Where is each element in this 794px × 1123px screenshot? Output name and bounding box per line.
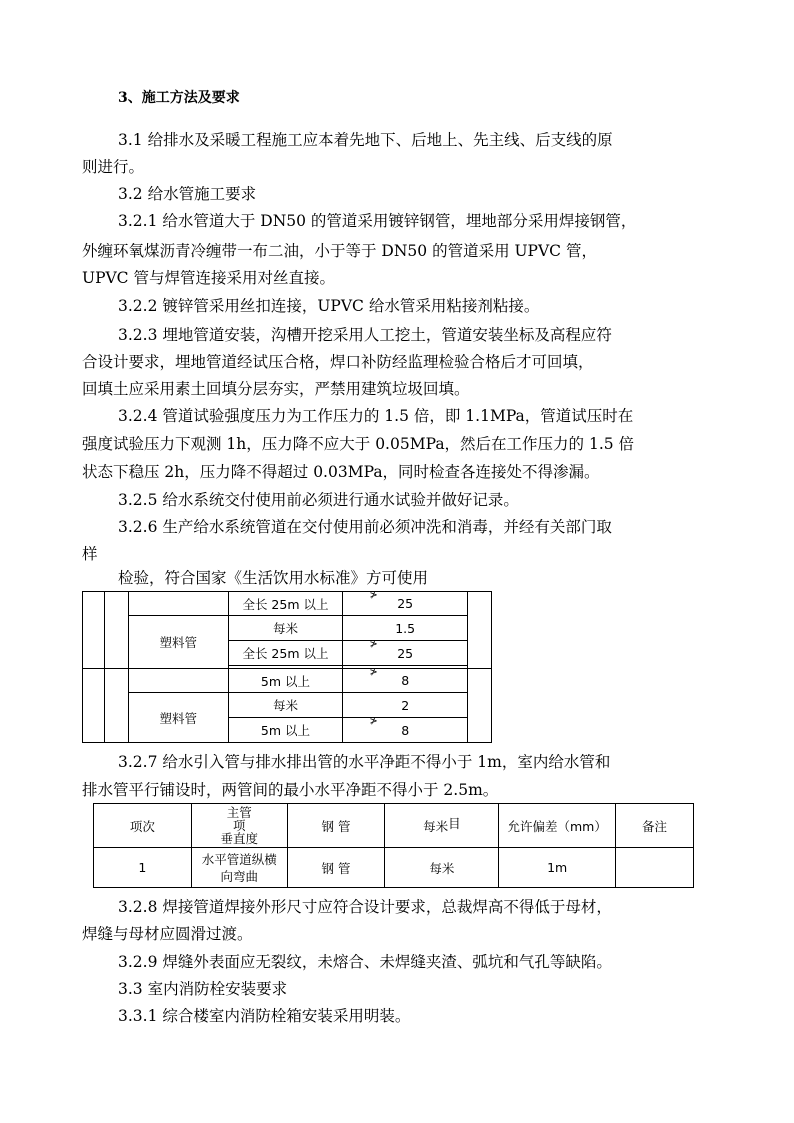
table1-value — [343, 669, 468, 693]
table1-blank-cell — [468, 669, 492, 743]
row-item-number: 1 — [94, 848, 192, 888]
table1-value-text: 8 — [401, 722, 410, 738]
paragraph-3-2-3-line3: 回填土应采用素土回填分层夯实，严禁用建筑垃圾回填。 — [82, 380, 470, 398]
header-per-length-text: 每米 — [423, 818, 449, 834]
paragraph-3-2-1-line2: 外缠环氧煤沥青冷缠带一布二油，小于等于 DN50 的管道采用 UPVC 管， — [82, 242, 597, 260]
table1-blank-cell — [468, 592, 492, 669]
paragraph-3-2-6-line1: 3.2.6 生产给水系统管道在交付使用前必须冲洗和消毒，并经有关部门取 — [118, 518, 612, 536]
paragraph-3-2-6-line3: 检验，符合国家《生活饮用水标准》方可使用 — [118, 569, 429, 587]
not-greater-than-symbol: ≯ — [369, 590, 378, 601]
table1-group-label: 塑料管 — [128, 693, 228, 743]
paragraph-3-2-9: 3.2.9 焊缝外表面应无裂纹，未熔合、未焊缝夹渣、弧坑和气孔等缺陷。 — [118, 953, 612, 971]
paragraph-3-2-7-line1: 3.2.7 给水引入管与排水排出管的水平净距不得小于 1m，室内给水管和 — [118, 753, 611, 771]
header-note: 备注 — [616, 804, 694, 848]
paragraph-3-2-4-line3: 状态下稳压 2h，压力降不得超过 0.03MPa，同时检查各连接处不得渗漏。 — [82, 463, 600, 481]
row-note — [616, 848, 694, 888]
not-greater-than-symbol: ≯ — [369, 716, 378, 727]
paragraph-3-2-7-line2: 排水管平行铺设时，两管间的最小水平净距不得小于 2.5m。 — [82, 781, 499, 799]
paragraph-3-2-3-line2: 合设计要求，埋地管道经试压合格，焊口补防经监理检验合格后才可回填， — [82, 353, 594, 371]
not-greater-than-symbol: ≯ — [369, 667, 378, 678]
row-item-name-line2: 向弯曲 — [220, 868, 258, 884]
paragraph-3-2-3-line1: 3.2.3 埋地管道安装，沟槽开挖采用人工挖土，管道安装坐标及高程应符 — [118, 326, 612, 344]
row-tolerance: 1m — [499, 848, 616, 888]
header-item-number: 项次 — [94, 804, 192, 848]
table1-value — [343, 641, 468, 666]
table1-blank-cell — [83, 592, 105, 669]
table1-value-text: 8 — [401, 673, 410, 688]
table1-value: 2 — [343, 693, 468, 718]
header-item-name-line2: 项 — [232, 818, 246, 833]
table1-group-label: 塑料管 — [128, 616, 228, 669]
paragraph-3-1-line1: 3.1 给排水及采暖工程施工应本着先地下、后地上、先主线、后支线的原 — [118, 131, 613, 149]
table1-blank-cell — [128, 592, 228, 616]
table1-value — [343, 718, 468, 743]
paragraph-3-2-5: 3.2.5 给水系统交付使用前必须进行通水试验并做好记录。 — [118, 491, 519, 509]
table1-desc: 全长 25m 以上 — [228, 592, 343, 616]
paragraph-3-2-4-line2: 强度试验压力下观测 1h，压力降不应大于 0.05MPa，然后在工作压力的 1.5 倍 — [82, 435, 635, 453]
header-material: 钢 管 — [287, 804, 385, 848]
header-per-length-suffix: 目 — [448, 815, 461, 831]
paragraph-3-2-1-line3: UPVC 管与焊管连接采用对丝直接。 — [82, 269, 335, 287]
table1-blank-cell — [104, 669, 128, 743]
table1-value — [343, 592, 468, 616]
row-item-name-line1: 水平管道纵横 — [201, 851, 277, 867]
paragraph-3-2-8-line2: 焊缝与母材应圆滑过渡。 — [82, 925, 253, 943]
header-item-name — [191, 804, 287, 848]
paragraph-3-3: 3.3 室内消防栓安装要求 — [118, 980, 288, 998]
header-item-name-line3: 垂直度 — [220, 831, 258, 846]
not-greater-than-symbol: ≯ — [369, 639, 378, 650]
table1-blank-cell — [83, 669, 105, 743]
paragraph-3-1-line2: 则进行。 — [82, 158, 145, 176]
header-item-name-line1: 主管 — [226, 805, 252, 820]
paragraph-3-3-1: 3.3.1 综合楼室内消防栓箱安装采用明装。 — [118, 1007, 411, 1025]
table1-desc: 全长 25m 以上 — [228, 641, 343, 666]
paragraph-3-2-8-line1: 3.2.8 焊接管道焊接外形尺寸应符合设计要求，总裁焊高不得低于母材， — [118, 898, 612, 916]
paragraph-3-2-6-line2: 样 — [82, 545, 98, 563]
header-tolerance: 允许偏差（mm） — [499, 804, 616, 848]
tolerance-table-2 — [93, 803, 694, 888]
paragraph-3-2-4-line1: 3.2.4 管道试验强度压力为工作压力的 1.5 倍，即 1.1MPa，管道试压时在 — [118, 407, 634, 425]
table1-value: 1.5 — [343, 616, 468, 641]
header-per-length — [385, 804, 499, 848]
table1-desc: 5m 以上 — [228, 669, 343, 693]
table1-value-text: 25 — [397, 645, 414, 661]
table1-desc: 每米 — [228, 693, 343, 718]
table1-desc: 5m 以上 — [228, 718, 343, 743]
paragraph-3-2: 3.2 给水管施工要求 — [118, 185, 257, 203]
row-item-name — [191, 848, 287, 888]
table1-blank-cell — [104, 592, 128, 669]
row-per-length: 每米 — [385, 848, 499, 888]
table1-blank-cell — [128, 669, 228, 693]
row-material: 钢 管 — [287, 848, 385, 888]
section-heading: 3、施工方法及要求 — [118, 90, 240, 106]
table1-desc: 每米 — [228, 616, 343, 641]
tolerance-table-1 — [82, 591, 492, 743]
paragraph-3-2-1-line1: 3.2.1 给水管道大于 DN50 的管道采用镀锌钢管，埋地部分采用焊接钢管， — [118, 212, 637, 230]
paragraph-3-2-2: 3.2.2 镀锌管采用丝扣连接，UPVC 给水管采用粘接剂粘接。 — [118, 297, 540, 315]
table1-value-text: 25 — [397, 596, 414, 611]
